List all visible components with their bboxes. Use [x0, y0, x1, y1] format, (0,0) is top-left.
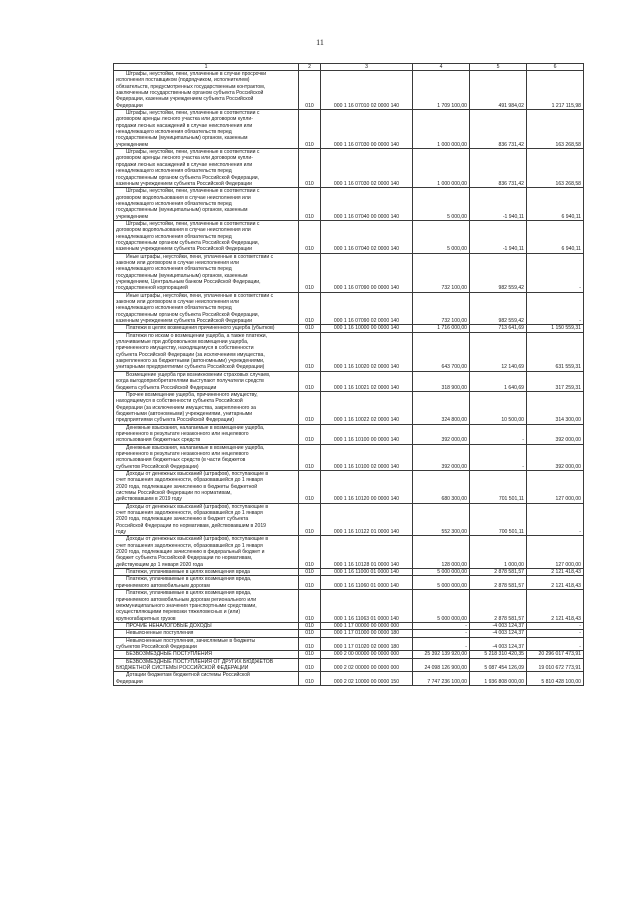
row-description — [114, 149, 299, 188]
row-line-code: 010 — [299, 536, 321, 569]
row-budget-code: 000 2 00 00000 00 0000 000 — [321, 651, 413, 658]
row-amount-executed: -4 003 124,37 — [470, 637, 527, 651]
table-row — [114, 444, 584, 470]
row-amount-executed: 1 000,00 — [470, 536, 527, 569]
row-description-text: Платежи, уплачиваемые в целях возмещения вреда, причиняемого автомобильным дорогам регионального или межмуниципального значения транспортными средствами, осуществляющими перевозки тяжеловесных и (или) крупногабаритных грузов — [116, 590, 257, 622]
row-budget-code: 000 1 16 07090 00 0000 140 — [321, 253, 413, 292]
row-line-code: 010 — [299, 658, 321, 672]
row-description-text: Иные штрафы, неустойки, пени, уплаченные в соответствии с законом или договором в случае неисполнения или ненадлежащего исполнения обязательств перед государственным органом субъекта Российской Федерации, казенным учреждением субъекта Российской Федерации — [116, 292, 274, 325]
row-budget-code: 000 1 16 10100 02 0000 140 — [321, 444, 413, 470]
row-amount-unexecuted: 19 010 672 773,91 — [527, 658, 584, 672]
row-amount-unexecuted: 6 940,11 — [527, 188, 584, 221]
row-amount-approved: 324 800,00 — [413, 391, 470, 424]
row-line-code: 010 — [299, 292, 321, 325]
row-line-code: 010 — [299, 637, 321, 651]
column-number-6: 6 — [527, 64, 584, 71]
row-description-text: Платежи в целях возмещения причиненного ущерба (убытков) — [126, 325, 275, 332]
column-number-row — [114, 64, 584, 71]
row-description — [114, 444, 299, 470]
row-line-code: 010 — [299, 470, 321, 503]
row-budget-code: 000 1 16 10022 02 0000 140 — [321, 391, 413, 424]
revenue-table-body — [114, 64, 584, 686]
row-line-code: 010 — [299, 325, 321, 332]
row-description — [114, 325, 299, 332]
row-amount-executed: 5 218 310 420,35 — [470, 651, 527, 658]
row-budget-code: 000 1 16 07030 02 0000 140 — [321, 149, 413, 188]
row-line-code: 010 — [299, 332, 321, 371]
row-description-text: Доходы от денежных взысканий (штрафов), поступающие в счет погашения задолженности, образовавшейся до 1 января 2020 года, подлежащие зачислению в бюджеты бюджетной системы Российской Федерации по нормативам, действовавшим в 2019 году — [116, 470, 269, 503]
row-budget-code: 000 1 16 07040 02 0000 140 — [321, 220, 413, 253]
table-row — [114, 149, 584, 188]
row-description-text: Прочее возмещение ущерба, причиненного имуществу, находящемуся в собственности субъекта Российской Федерации (за исключением имущества, закрепленного за бюджетными (автономными) учреждениями, унитарными предприятиями субъекта Российской Федерации) — [116, 391, 258, 424]
row-budget-code: 000 1 16 10128 01 0000 140 — [321, 536, 413, 569]
row-line-code: 010 — [299, 590, 321, 623]
row-description-text: Штрафы, неустойки, пени, уплаченные в соответствии с договором аренды лесного участка или договором купли- продажи лесных насаждений в случае неисполнения или ненадлежащего исполнения обязательств перед государственным (муниципальным) органом, казенным учреждением — [116, 110, 260, 148]
row-budget-code: 000 1 16 07010 02 0000 140 — [321, 71, 413, 110]
row-amount-executed: -1 940,11 — [470, 188, 527, 221]
row-description-text: Платежи, уплачиваемые в целях возмещения вреда, причиняемого автомобильным дорогам — [116, 576, 252, 589]
table-row — [114, 391, 584, 424]
row-description-text: Невыясненные поступления, зачисляемые в бюджеты субъектов Российской Федерации — [116, 637, 256, 650]
row-description — [114, 637, 299, 651]
row-budget-code: 000 1 17 00000 00 0000 000 — [321, 622, 413, 629]
row-line-code: 010 — [299, 444, 321, 470]
row-budget-code: 000 2 02 00000 00 0000 000 — [321, 658, 413, 672]
row-amount-approved: 5 000 000,00 — [413, 576, 470, 590]
row-line-code: 010 — [299, 110, 321, 149]
row-line-code: 010 — [299, 630, 321, 637]
table-row — [114, 371, 584, 391]
row-description — [114, 576, 299, 590]
row-description — [114, 110, 299, 149]
row-description-text: Платежи по искам о возмещении ущерба, а также платежи, уплачиваемые при добровольном возмещении ущерба, причиненного имуществу, находящемуся в собственности субъекта Российской Федерации (за исключением имущества, закрепленного за бюджетными (автономными) учреждениями, унитарными предприятиями субъекта Российской Федерации) — [116, 332, 268, 371]
row-amount-unexecuted: 6 940,11 — [527, 220, 584, 253]
row-amount-approved: 732 100,00 — [413, 253, 470, 292]
row-line-code: 010 — [299, 188, 321, 221]
row-budget-code: 000 1 16 07030 00 0000 140 — [321, 110, 413, 149]
row-amount-unexecuted: 20 296 017 473,91 — [527, 651, 584, 658]
row-description — [114, 536, 299, 569]
row-amount-executed: 836 731,42 — [470, 110, 527, 149]
row-line-code: 010 — [299, 651, 321, 658]
row-amount-executed: 982 559,42 — [470, 253, 527, 292]
column-number-1: 1 — [114, 64, 299, 71]
row-description — [114, 470, 299, 503]
row-amount-executed: 5 087 454 126,09 — [470, 658, 527, 672]
row-description — [114, 590, 299, 623]
row-description-text: ПРОЧИЕ НЕНАЛОГОВЫЕ ДОХОДЫ — [126, 622, 212, 629]
row-amount-approved: 5 000,00 — [413, 188, 470, 221]
row-line-code: 010 — [299, 622, 321, 629]
row-line-code: 010 — [299, 253, 321, 292]
row-description — [114, 651, 299, 658]
column-number-2: 2 — [299, 64, 321, 71]
table-row — [114, 590, 584, 623]
table-row — [114, 672, 584, 686]
row-amount-approved: 1 716 000,00 — [413, 325, 470, 332]
row-description-text: Штрафы, неустойки, пени, уплаченные в соответствии с договором аренды лесного участка или договором купли- продажи лесных насаждений в случае неисполнения или ненадлежащего исполнения обязательств перед государственным органом субъекта Российской Федерации, казенным учреждением субъекта Российской Федерации — [116, 149, 260, 187]
row-amount-unexecuted: 2 121 418,43 — [527, 576, 584, 590]
row-description — [114, 332, 299, 371]
row-line-code: 010 — [299, 391, 321, 424]
table-row — [114, 576, 584, 590]
row-amount-unexecuted: 5 810 428 100,00 — [527, 672, 584, 686]
row-amount-approved: 1 000 000,00 — [413, 149, 470, 188]
row-amount-executed: 982 559,42 — [470, 292, 527, 325]
row-amount-executed: 2 878 581,57 — [470, 590, 527, 623]
row-budget-code: 000 1 16 11000 01 0000 140 — [321, 569, 413, 576]
row-budget-code: 000 1 16 11063 01 0000 140 — [321, 590, 413, 623]
row-amount-executed: 1 936 808 000,00 — [470, 672, 527, 686]
row-description — [114, 71, 299, 110]
column-number-4: 4 — [413, 64, 470, 71]
row-description — [114, 658, 299, 672]
row-amount-approved: 318 900,00 — [413, 371, 470, 391]
row-description-text: Доходы от денежных взысканий (штрафов), поступающие в счет погашения задолженности, образовавшейся до 1 января 2020 года, подлежащие зачислению в федеральный бюджет и бюджет субъекта Российской Федерации по нормативам, действующим до 1 января 2020 года — [116, 536, 269, 568]
row-amount-executed: 1 640,69 — [470, 371, 527, 391]
row-amount-unexecuted: 163 268,58 — [527, 149, 584, 188]
row-description-text: Штрафы, неустойки, пени, уплаченные в соответствии с договором водопользования в случае неисполнения или ненадлежащего исполнения обязательств перед государственным (муниципальным) органом, казенным учреждением — [116, 188, 260, 220]
table-row — [114, 325, 584, 332]
row-amount-unexecuted: - — [527, 637, 584, 651]
row-amount-executed: -4 003 124,37 — [470, 622, 527, 629]
row-description — [114, 569, 299, 576]
row-description — [114, 292, 299, 325]
row-amount-executed: 12 140,69 — [470, 332, 527, 371]
row-line-code: 010 — [299, 71, 321, 110]
row-amount-approved: 392 000,00 — [413, 424, 470, 444]
row-budget-code: 000 1 16 07040 00 0000 140 — [321, 188, 413, 221]
row-budget-code: 000 1 17 01000 00 0000 180 — [321, 630, 413, 637]
row-budget-code: 000 1 16 10122 01 0000 140 — [321, 503, 413, 536]
table-row — [114, 332, 584, 371]
column-number-5: 5 — [470, 64, 527, 71]
row-description — [114, 253, 299, 292]
row-amount-executed: 700 501,11 — [470, 503, 527, 536]
row-description-text: БЕЗВОЗМЕЗДНЫЕ ПОСТУПЛЕНИЯ ОТ ДРУГИХ БЮДЖЕТОВ БЮДЖЕТНОЙ СИСТЕМЫ РОССИЙСКОЙ ФЕДЕРАЦИИ — [116, 658, 274, 671]
row-budget-code: 000 1 16 10100 00 0000 140 — [321, 424, 413, 444]
row-line-code: 010 — [299, 576, 321, 590]
row-description — [114, 622, 299, 629]
table-row — [114, 71, 584, 110]
page-number: 11 — [316, 38, 324, 47]
row-description — [114, 188, 299, 221]
row-amount-executed: 2 878 581,57 — [470, 576, 527, 590]
row-line-code: 010 — [299, 503, 321, 536]
row-amount-approved: 25 392 139 920,00 — [413, 651, 470, 658]
row-description-text: Иные штрафы, неустойки, пени, уплаченные в соответствии с законом или договором в случае неисполнения или ненадлежащего исполнения обязательств перед государственным (муниципальным) органом, казенным учреждением, Центральным банком Российской Федерации, государственной корпорацией — [116, 253, 274, 292]
row-amount-unexecuted: - — [527, 622, 584, 629]
row-amount-executed: -4 003 124,37 — [470, 630, 527, 637]
row-budget-code: 000 1 16 10000 00 0000 140 — [321, 325, 413, 332]
row-amount-unexecuted: 2 121 418,43 — [527, 569, 584, 576]
row-amount-approved: 552 300,00 — [413, 503, 470, 536]
row-amount-approved: 1 000 000,00 — [413, 110, 470, 149]
row-amount-executed: 701 501,11 — [470, 470, 527, 503]
row-budget-code: 000 1 16 10021 02 0000 140 — [321, 371, 413, 391]
row-description — [114, 672, 299, 686]
row-amount-unexecuted: 163 268,58 — [527, 110, 584, 149]
row-description-text: Дотации бюджетам бюджетной системы Российской Федерации — [116, 672, 250, 685]
row-description — [114, 220, 299, 253]
revenue-table — [113, 63, 584, 686]
row-amount-unexecuted: 2 121 418,43 — [527, 590, 584, 623]
row-amount-approved: - — [413, 630, 470, 637]
row-line-code: 010 — [299, 569, 321, 576]
row-budget-code: 000 1 16 10120 00 0000 140 — [321, 470, 413, 503]
row-line-code: 010 — [299, 149, 321, 188]
table-row — [114, 424, 584, 444]
row-amount-executed: - — [470, 424, 527, 444]
row-amount-executed: -1 940,11 — [470, 220, 527, 253]
row-amount-approved: 680 300,00 — [413, 470, 470, 503]
row-amount-approved: 732 100,00 — [413, 292, 470, 325]
table-row — [114, 651, 584, 658]
row-line-code: 010 — [299, 672, 321, 686]
row-amount-unexecuted: 127 000,00 — [527, 470, 584, 503]
row-amount-unexecuted: 392 000,00 — [527, 424, 584, 444]
table-row — [114, 536, 584, 569]
row-description — [114, 391, 299, 424]
row-amount-approved: 5 000,00 — [413, 220, 470, 253]
row-description-text: Невыясненные поступления — [126, 630, 194, 637]
row-amount-approved: 7 747 236 100,00 — [413, 672, 470, 686]
table-row — [114, 292, 584, 325]
row-description-text: Денежные взыскания, налагаемые в возмещение ущерба, причиненного в результате незаконного или нецелевого использования бюджетных средств (в части бюджетов субъектов Российской Федерации) — [116, 444, 265, 470]
row-description — [114, 371, 299, 391]
table-row — [114, 188, 584, 221]
row-description — [114, 630, 299, 637]
row-amount-executed: 713 641,69 — [470, 325, 527, 332]
row-amount-executed: 10 500,00 — [470, 391, 527, 424]
row-description-text: Доходы от денежных взысканий (штрафов), поступающие в счет погашения задолженности, образовавшейся до 1 января 2020 года, подлежащие зачислению в бюджет субъекта Российской Федерации по нормативам, действовавшим в 2019 году — [116, 503, 269, 536]
row-budget-code: 000 1 16 10020 02 0000 140 — [321, 332, 413, 371]
row-amount-approved: 128 000,00 — [413, 536, 470, 569]
row-line-code: 010 — [299, 424, 321, 444]
row-line-code: 010 — [299, 371, 321, 391]
table-row — [114, 630, 584, 637]
row-description-text: БЕЗВОЗМЕЗДНЫЕ ПОСТУПЛЕНИЯ — [126, 651, 212, 658]
row-amount-unexecuted: 631 559,31 — [527, 332, 584, 371]
table-row — [114, 658, 584, 672]
row-description-text: Штрафы, неустойки, пени, уплаченные в случае просрочки исполнения поставщиком (подрядчиком, исполнителем) обязательств, предусмотренных государственным контрактом, заключенным государственным органом субъекта Российской Федерации, казенным учреждением субъекта Российской Федерации — [116, 71, 267, 109]
table-row — [114, 569, 584, 576]
table-row — [114, 220, 584, 253]
row-amount-executed: 2 878 581,57 — [470, 569, 527, 576]
row-amount-unexecuted: - — [527, 630, 584, 637]
row-amount-unexecuted: - — [527, 503, 584, 536]
row-amount-approved: - — [413, 622, 470, 629]
row-amount-unexecuted: 1 217 115,98 — [527, 71, 584, 110]
table-row — [114, 470, 584, 503]
row-amount-approved: 5 000 000,00 — [413, 569, 470, 576]
row-line-code: 010 — [299, 220, 321, 253]
row-amount-approved: 643 700,00 — [413, 332, 470, 371]
column-number-3: 3 — [321, 64, 413, 71]
row-budget-code: 000 1 17 01020 02 0000 180 — [321, 637, 413, 651]
row-amount-unexecuted: 1 150 559,31 — [527, 325, 584, 332]
row-amount-unexecuted: - — [527, 292, 584, 325]
row-budget-code: 000 1 16 11060 01 0000 140 — [321, 576, 413, 590]
row-amount-unexecuted: 127 000,00 — [527, 536, 584, 569]
row-amount-unexecuted: 314 300,00 — [527, 391, 584, 424]
row-amount-approved: 392 000,00 — [413, 444, 470, 470]
row-amount-executed: 836 731,42 — [470, 149, 527, 188]
row-amount-approved: 1 709 100,00 — [413, 71, 470, 110]
table-row — [114, 503, 584, 536]
row-amount-approved: - — [413, 637, 470, 651]
row-amount-executed: - — [470, 444, 527, 470]
table-row — [114, 110, 584, 149]
row-description — [114, 424, 299, 444]
row-budget-code: 000 1 16 07090 02 0000 140 — [321, 292, 413, 325]
table-row — [114, 253, 584, 292]
row-amount-approved: 24 098 126 900,00 — [413, 658, 470, 672]
row-amount-unexecuted: 317 259,31 — [527, 371, 584, 391]
row-description — [114, 503, 299, 536]
row-amount-approved: 5 000 000,00 — [413, 590, 470, 623]
table-row — [114, 637, 584, 651]
row-description-text: Платежи, уплачиваемые в целях возмещения вреда — [126, 569, 251, 576]
row-amount-unexecuted: - — [527, 253, 584, 292]
row-description-text: Штрафы, неустойки, пени, уплаченные в соответствии с договором водопользования в случае неисполнения или ненадлежащего исполнения обязательств перед государственным органом субъекта Российской Федерации, казенным учреждением субъекта Российской Федерации — [116, 220, 260, 253]
table-row — [114, 622, 584, 629]
row-description-text: Денежные взыскания, налагаемые в возмещение ущерба, причиненного в результате незаконного или нецелевого использования бюджетных средств — [116, 424, 265, 444]
row-budget-code: 000 2 02 10000 00 0000 150 — [321, 672, 413, 686]
row-description-text: Возмещение ущерба при возникновении страховых случаев, когда выгодоприобретателями выступают получатели средств бюджета субъекта Российской Федерации — [116, 371, 271, 391]
row-amount-unexecuted: 392 000,00 — [527, 444, 584, 470]
row-amount-executed: 491 984,02 — [470, 71, 527, 110]
